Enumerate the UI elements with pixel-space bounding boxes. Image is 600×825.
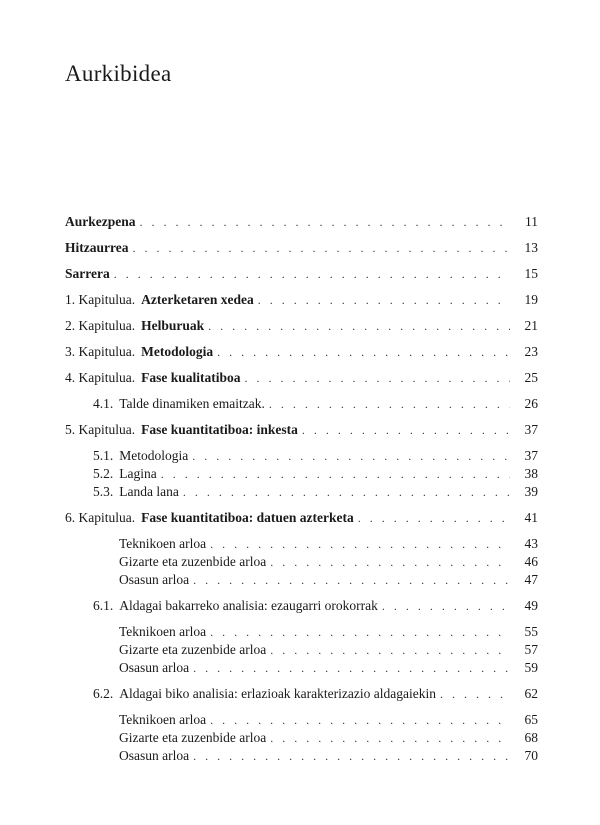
toc-entry-page: 55: [524, 624, 538, 639]
toc-entry-page: 70: [524, 748, 538, 763]
dot-leader: [193, 571, 510, 589]
toc-entry-label: [65, 483, 179, 501]
dot-leader: [114, 265, 510, 283]
toc-entry[interactable]: [65, 213, 538, 231]
toc-entry[interactable]: [65, 239, 538, 257]
toc-entry[interactable]: [65, 747, 538, 765]
toc-entry-title: Aldagai biko analisia: erlazioak karakterizazio aldagaiekin: [119, 686, 436, 701]
toc-entry-label: [65, 369, 241, 387]
toc-entry-page: 43: [524, 536, 538, 551]
toc-entry[interactable]: [65, 597, 538, 615]
toc-entry-number: 5.1.: [93, 448, 114, 463]
toc-entry-page: 46: [524, 554, 538, 569]
toc-entry-label: Osasun arloa: [119, 660, 190, 675]
toc-entry-number: 2. Kapitulua.: [65, 318, 136, 333]
dot-leader: [245, 369, 510, 387]
toc-entry-label: Teknikoen arloa: [119, 712, 207, 727]
toc-entry-page: 13: [524, 240, 538, 255]
toc-entry-label: Gizarte eta zuzenbide arloa: [119, 642, 267, 657]
toc-entry-label: Osasun arloa: [119, 572, 190, 587]
toc-entry-page: 62: [524, 686, 538, 701]
toc-entry-label: Hitzaurrea: [65, 240, 129, 255]
dot-leader: [193, 747, 510, 765]
dot-leader: [132, 239, 510, 257]
toc-entry[interactable]: [65, 395, 538, 413]
toc-entry-number: 6.2.: [93, 686, 114, 701]
toc-entry-number: 6. Kapitulua.: [65, 510, 136, 525]
table-of-contents: [65, 213, 538, 765]
dot-leader: [302, 421, 510, 439]
toc-entry-label: [65, 291, 254, 309]
toc-entry-label: [65, 597, 378, 615]
dot-leader: [269, 395, 510, 413]
toc-entry-number: 6.1.: [93, 598, 114, 613]
toc-entry[interactable]: [65, 369, 538, 387]
dot-leader: [161, 465, 510, 483]
toc-entry-page: 15: [524, 266, 538, 281]
toc-entry-page: 11: [525, 214, 538, 229]
page-title: Aurkibidea: [65, 61, 172, 87]
toc-entry[interactable]: [65, 623, 538, 641]
toc-entry[interactable]: [65, 291, 538, 309]
dot-leader: [183, 483, 510, 501]
toc-entry[interactable]: [65, 509, 538, 527]
toc-entry-title: Landa lana: [119, 484, 179, 499]
toc-entry-page: 49: [524, 598, 538, 613]
dot-leader: [210, 535, 510, 553]
dot-leader: [210, 623, 510, 641]
dot-leader: [270, 729, 510, 747]
dot-leader: [193, 659, 510, 677]
dot-leader: [382, 597, 510, 615]
dot-leader: [270, 641, 510, 659]
toc-entry-number: 4. Kapitulua.: [65, 370, 136, 385]
dot-leader: [358, 509, 510, 527]
toc-entry-label: [65, 317, 204, 335]
toc-entry-label: Osasun arloa: [119, 748, 190, 763]
toc-entry-page: 19: [524, 292, 538, 307]
toc-entry[interactable]: [65, 553, 538, 571]
toc-entry-label: Teknikoen arloa: [119, 624, 207, 639]
toc-entry-page: 68: [524, 730, 538, 745]
toc-entry-title: Fase kuantitatiboa: inkesta: [141, 422, 298, 437]
toc-entry-title: Metodologia: [141, 344, 214, 359]
toc-entry[interactable]: [65, 343, 538, 361]
toc-entry-title: Fase kualitatiboa: [141, 370, 241, 385]
toc-entry-label: Gizarte eta zuzenbide arloa: [119, 730, 267, 745]
toc-entry-number: 5. Kapitulua.: [65, 422, 136, 437]
dot-leader: [210, 711, 510, 729]
dot-leader: [440, 685, 510, 703]
toc-entry-page: 39: [524, 484, 538, 499]
toc-entry[interactable]: [65, 711, 538, 729]
toc-entry-page: 59: [524, 660, 538, 675]
toc-entry-number: 1. Kapitulua.: [65, 292, 136, 307]
toc-entry-label: [65, 421, 298, 439]
toc-entry-page: 23: [524, 344, 538, 359]
toc-entry-label: [65, 685, 436, 703]
toc-entry-label: [65, 509, 354, 527]
toc-entry[interactable]: [65, 465, 538, 483]
toc-entry-title: Talde dinamiken emaitzak.: [119, 396, 265, 411]
toc-entry-page: 65: [524, 712, 538, 727]
dot-leader: [217, 343, 510, 361]
toc-entry-title: Lagina: [119, 466, 157, 481]
dot-leader: [208, 317, 510, 335]
toc-entry-page: 37: [524, 448, 538, 463]
toc-entry[interactable]: [65, 729, 538, 747]
toc-entry[interactable]: [65, 317, 538, 335]
toc-entry-page: 37: [524, 422, 538, 437]
toc-entry[interactable]: [65, 447, 538, 465]
toc-entry[interactable]: [65, 265, 538, 283]
toc-entry-label: [65, 395, 265, 413]
toc-entry-label: Gizarte eta zuzenbide arloa: [119, 554, 267, 569]
toc-entry-page: 57: [524, 642, 538, 657]
toc-entry-label: Aurkezpena: [65, 214, 136, 229]
toc-entry-label: Teknikoen arloa: [119, 536, 207, 551]
toc-entry-title: Fase kuantitatiboa: datuen azterketa: [141, 510, 354, 525]
toc-entry-number: 5.2.: [93, 466, 114, 481]
toc-entry[interactable]: [65, 483, 538, 501]
toc-entry-number: 4.1.: [93, 396, 114, 411]
toc-entry[interactable]: [65, 535, 538, 553]
toc-entry-page: 41: [524, 510, 538, 525]
toc-entry[interactable]: [65, 685, 538, 703]
toc-entry-label: Sarrera: [65, 266, 110, 281]
dot-leader: [270, 553, 510, 571]
toc-entry-title: Azterketaren xedea: [141, 292, 254, 307]
dot-leader: [258, 291, 510, 309]
toc-entry-number: 5.3.: [93, 484, 114, 499]
toc-entry-page: 26: [524, 396, 538, 411]
toc-entry[interactable]: [65, 421, 538, 439]
toc-entry-title: Helburuak: [141, 318, 205, 333]
toc-entry[interactable]: [65, 571, 538, 589]
toc-entry-number: 3. Kapitulua.: [65, 344, 136, 359]
toc-entry-label: [65, 447, 188, 465]
toc-entry[interactable]: [65, 641, 538, 659]
toc-entry-page: 21: [524, 318, 538, 333]
dot-leader: [192, 447, 510, 465]
toc-entry-page: 47: [524, 572, 538, 587]
toc-entry-page: 38: [524, 466, 538, 481]
toc-entry-label: [65, 465, 157, 483]
toc-entry-label: [65, 343, 213, 361]
toc-entry-title: Aldagai bakarreko analisia: ezaugarri orokorrak: [119, 598, 378, 613]
toc-entry[interactable]: [65, 659, 538, 677]
dot-leader: [140, 213, 511, 231]
toc-entry-page: 25: [524, 370, 538, 385]
toc-entry-title: Metodologia: [119, 448, 189, 463]
